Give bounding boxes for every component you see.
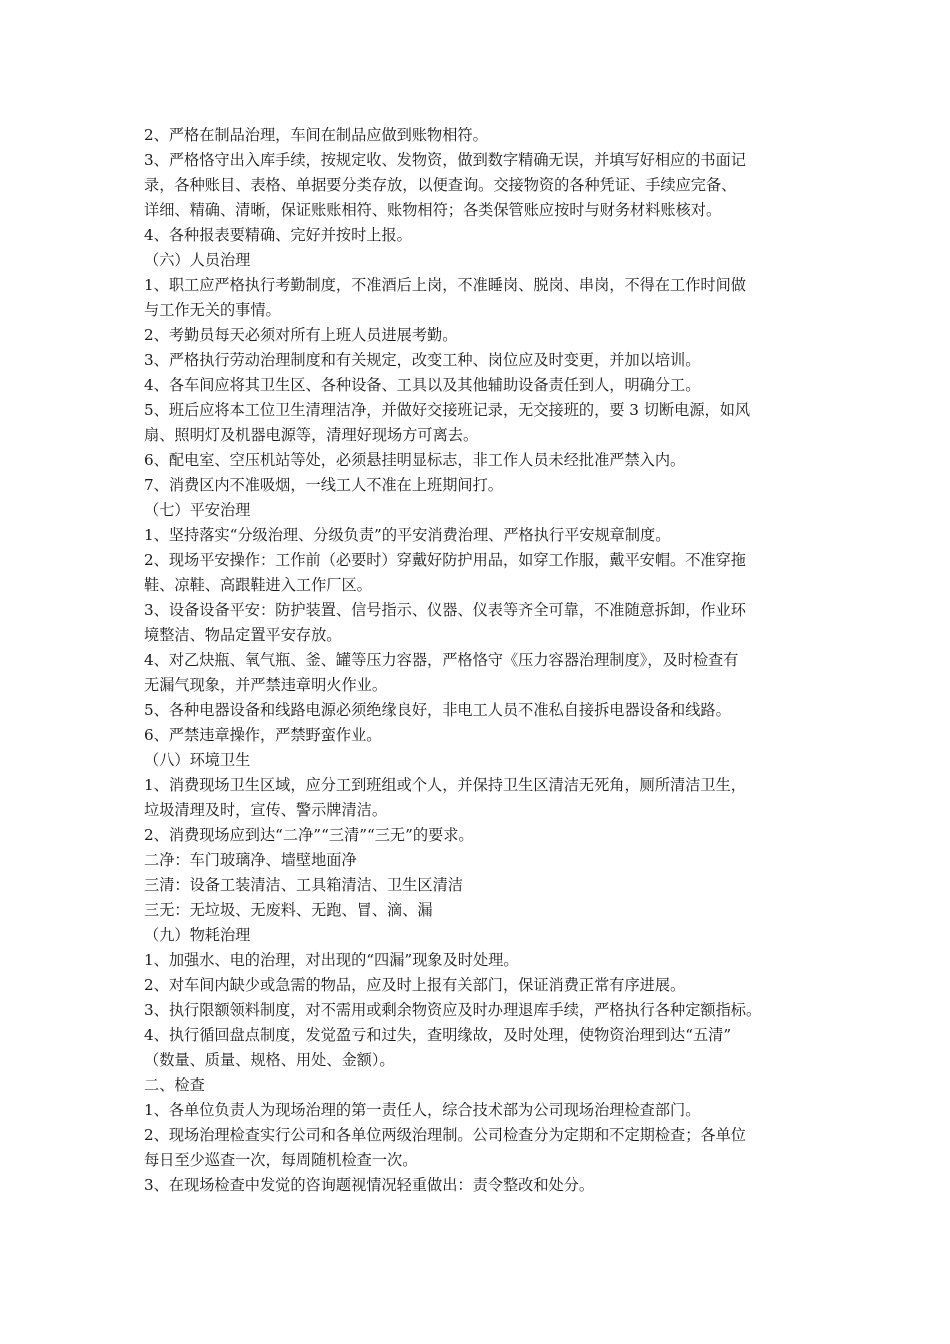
text-line: 二净：车门玻璃净、墙壁地面净 — [144, 851, 357, 869]
text-line: 三清：设备工装清洁、工具箱清洁、卫生区清洁 — [144, 876, 463, 894]
text-line: 5、班后应将本工位卫生清理洁净，并做好交接班记录，无交接班的，要 3 切断电源，如风 — [144, 401, 751, 419]
text-line: 3、设备设备平安：防护装置、信号指示、仪器、仪表等齐全可靠，不准随意拆卸，作业环 — [144, 601, 746, 619]
text-line: 2、考勤员每天必须对所有上班人员进展考勤。 — [144, 326, 458, 344]
text-line: 4、各种报表要精确、完好并按时上报。 — [144, 226, 412, 244]
text-line: 2、对车间内缺少或急需的物品，应及时上报有关部门，保证消费正常有序进展。 — [144, 976, 686, 994]
text-line: 无漏气现象，并严禁违章明火作业。 — [144, 676, 387, 694]
text-line: 4、各车间应将其卫生区、各种设备、工具以及其他辅助设备责任到人，明确分工。 — [144, 376, 701, 394]
text-line: 2、现场治理检查实行公司和各单位两级治理制。公司检查分为定期和不定期检查；各单位 — [144, 1126, 746, 1144]
section-heading: （九）物耗治理 — [144, 926, 251, 944]
text-line: 6、配电室、空压机站等处，必须悬挂明显标志，非工作人员未经批准严禁入内。 — [144, 451, 686, 469]
text-line: 与工作无关的事情。 — [144, 301, 281, 319]
text-line: 扇、照明灯及机器电源等，清理好现场方可离去。 — [144, 426, 479, 444]
text-line: 1、坚持落实“分级治理、分级负责”的平安消费治理、严格执行平安规章制度。 — [144, 526, 671, 544]
text-line: 1、各单位负责人为现场治理的第一责任人，综合技术部为公司现场治理检查部门。 — [144, 1101, 701, 1119]
document-body — [144, 123, 824, 1198]
text-line: 三无：无垃圾、无废料、无跑、冒、滴、漏 — [144, 901, 433, 919]
text-line: 录，各种账目、表格、单据要分类存放，以便查询。交接物资的各种凭证、手续应完备、 — [144, 176, 737, 194]
section-heading: （七）平安治理 — [144, 501, 251, 519]
text-line: 1、职工应严格执行考勤制度，不准酒后上岗，不准睡岗、脱岗、串岗，不得在工作时间做 — [144, 276, 746, 294]
text-line: 2、严格在制品治理，车间在制品应做到账物相符。 — [144, 126, 488, 144]
text-line: 7、消费区内不准吸烟，一线工人不准在上班期间打。 — [144, 476, 503, 494]
text-line: 4、对乙炔瓶、氧气瓶、釜、罐等压力容器，严格恪守《压力容器治理制度》，及时检查有 — [144, 651, 739, 669]
text-line: 3、在现场检查中发觉的咨询题视情况轻重做出：责令整改和处分。 — [144, 1176, 595, 1194]
text-line: 境整洁、物品定置平安存放。 — [144, 626, 342, 644]
text-line: 1、加强水、电的治理，对出现的“四漏”现象及时处理。 — [144, 951, 519, 969]
text-line: 详细、精确、清晰，保证账账相符、账物相符；各类保管账应按时与财务材料账核对。 — [144, 201, 722, 219]
text-line: 2、现场平安操作：工作前（必要时）穿戴好防护用品，如穿工作服，戴平安帽。不准穿拖 — [144, 551, 746, 569]
text-line: 3、严格恪守出入库手续，按规定收、发物资，做到数字精确无误，并填写好相应的书面记 — [144, 151, 746, 169]
text-line: 鞋、凉鞋、高跟鞋进入工作厂区。 — [144, 576, 372, 594]
section-heading: （八）环境卫生 — [144, 751, 251, 769]
text-line: 2、消费现场应到达“二净”“三清”“三无”的要求。 — [144, 826, 474, 844]
text-line: 每日至少巡查一次，每周随机检查一次。 — [144, 1151, 418, 1169]
section-heading: （六）人员治理 — [144, 251, 251, 269]
text-line: 3、执行限额领料制度，对不需用或剩余物资应及时办理退库手续，严格执行各种定额指标。 — [144, 1001, 762, 1019]
section-heading: 二、检查 — [144, 1076, 205, 1094]
text-line: 6、严禁违章操作，严禁野蛮作业。 — [144, 726, 382, 744]
text-line: 5、各种电器设备和线路电源必须绝缘良好，非电工人员不准私自接拆电器设备和线路。 — [144, 701, 731, 719]
text-line: 3、严格执行劳动治理制度和有关规定，改变工种、岗位应及时变更，并加以培训。 — [144, 351, 701, 369]
text-line: 4、执行循回盘点制度，发觉盈亏和过失，查明缘故，及时处理，使物资治理到达“五清” — [144, 1026, 732, 1044]
text-line: 1、消费现场卫生区域，应分工到班组或个人，并保持卫生区清洁无死角，厕所清洁卫生， — [144, 776, 746, 794]
text-line: （数量、质量、规格、用处、金额）。 — [144, 1051, 395, 1069]
text-line: 垃圾清理及时，宣传、警示牌清洁。 — [144, 801, 387, 819]
